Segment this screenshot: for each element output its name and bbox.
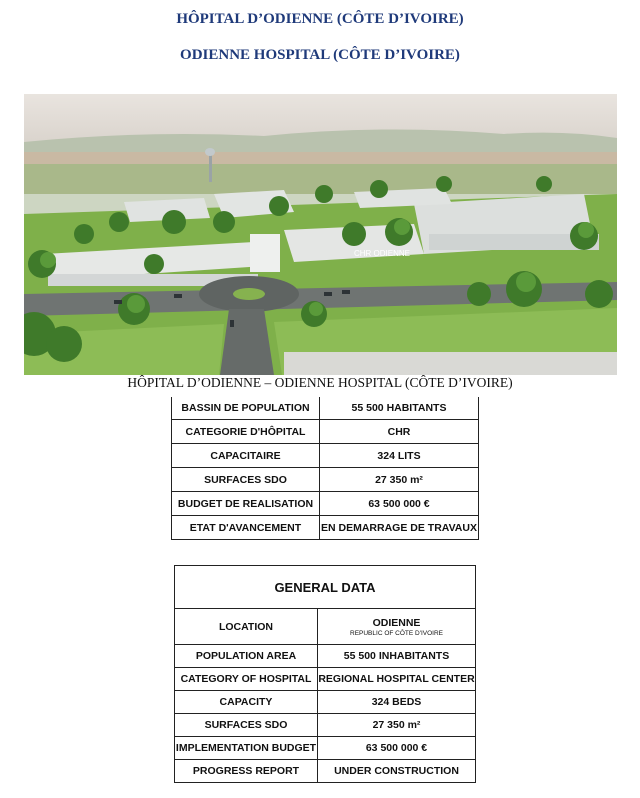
- row-value: 27 350 m²: [320, 468, 479, 492]
- row-label: PROGRESS REPORT: [175, 760, 318, 783]
- table-row: [175, 737, 476, 760]
- hospital-aerial-render: [24, 94, 617, 375]
- row-label: ETAT D'AVANCEMENT: [172, 516, 320, 540]
- table-row: [172, 420, 479, 444]
- title-english: ODIENNE HOSPITAL (CÔTE D’IVOIRE): [180, 47, 460, 63]
- row-value: EN DEMARRAGE DE TRAVAUX: [320, 516, 479, 540]
- data-table-french: [171, 397, 479, 540]
- title-french: HÔPITAL D’ODIENNE (CÔTE D’IVOIRE): [176, 11, 464, 27]
- row-label: BASSIN DE POPULATION: [172, 397, 320, 420]
- row-value: ODIENNE: [372, 616, 421, 629]
- location-cell: [318, 609, 476, 645]
- table-row: [172, 444, 479, 468]
- row-value: 55 500 INHABITANTS: [318, 645, 476, 668]
- image-caption: HÔPITAL D’ODIENNE – ODIENNE HOSPITAL (CÔTE D’IVOIRE): [127, 375, 513, 390]
- row-value-sub: REPUBLIC OF CÔTE D'IVOIRE: [350, 629, 443, 637]
- row-label: POPULATION AREA: [175, 645, 318, 668]
- table-row: [172, 468, 479, 492]
- building-sign-text: CHR ODIENNE: [354, 249, 411, 258]
- row-value: CHR: [320, 420, 479, 444]
- row-label: CATEGORY OF HOSPITAL: [175, 668, 318, 691]
- table-row: [175, 668, 476, 691]
- row-value: 63 500 000 €: [320, 492, 479, 516]
- table-row: [172, 397, 479, 420]
- row-label: LOCATION: [175, 609, 318, 645]
- table-header-row: [175, 566, 476, 609]
- table-header: GENERAL DATA: [175, 566, 476, 609]
- table-row: [175, 714, 476, 737]
- row-value: UNDER CONSTRUCTION: [318, 760, 476, 783]
- table-row: [175, 645, 476, 668]
- row-value: REGIONAL HOSPITAL CENTER: [318, 668, 476, 691]
- table-row: [172, 492, 479, 516]
- row-label: SURFACES SDO: [172, 468, 320, 492]
- table-row: [172, 516, 479, 540]
- row-label: IMPLEMENTATION BUDGET: [175, 737, 318, 760]
- row-label: CAPACITY: [175, 691, 318, 714]
- row-label: CATEGORIE D'HÔPITAL: [172, 420, 320, 444]
- table-row: [175, 691, 476, 714]
- row-label: SURFACES SDO: [175, 714, 318, 737]
- table-row: [175, 760, 476, 783]
- row-value: 27 350 m²: [318, 714, 476, 737]
- row-value: 324 LITS: [320, 444, 479, 468]
- row-label: CAPACITAIRE: [172, 444, 320, 468]
- row-label: BUDGET DE REALISATION: [172, 492, 320, 516]
- row-value: 63 500 000 €: [318, 737, 476, 760]
- data-table-english: [174, 565, 476, 783]
- table-row: [175, 609, 476, 645]
- row-value: 55 500 HABITANTS: [320, 397, 479, 420]
- row-value: 324 BEDS: [318, 691, 476, 714]
